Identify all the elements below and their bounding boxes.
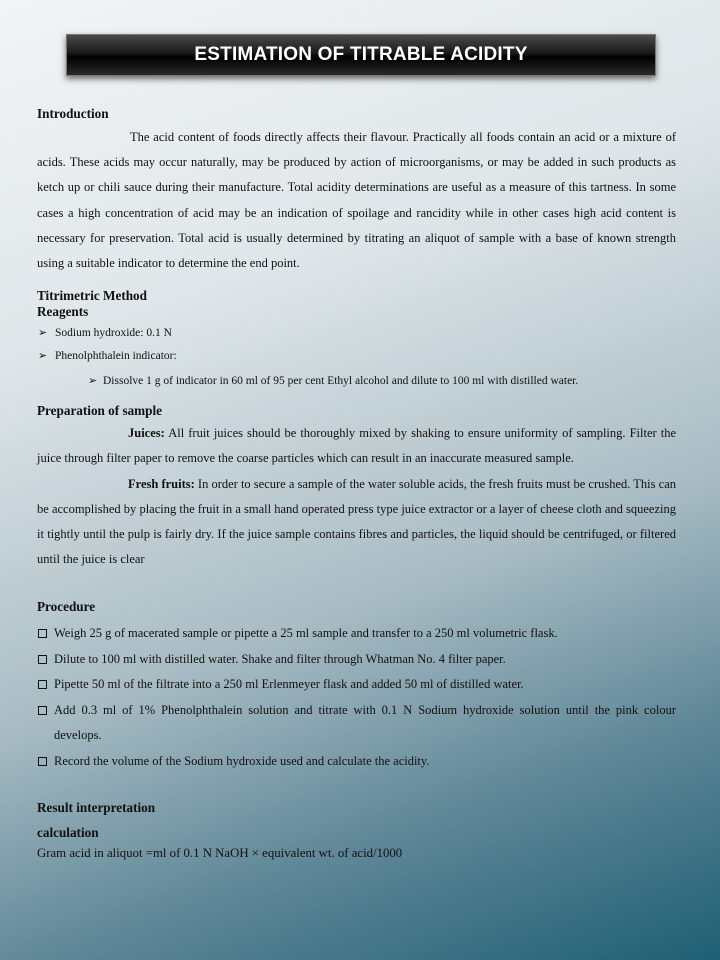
juices-paragraph: Juices: All fruit juices should be thoroughly mixed by shaking to ensure uniformity of sampling. Filter the juice through filter paper to remove the coarse particles which can result in an inaccurate measured sample.: [37, 426, 677, 466]
juices-label: Juices:: [128, 426, 165, 441]
page-title: ESTIMATION OF TITRABLE ACIDITY: [66, 34, 656, 76]
list-item: ➢ Phenolphthalein indicator:: [37, 345, 676, 368]
procedure-list: [37, 621, 676, 774]
intro-paragraph: The acid content of foods directly affects their flavour. Practically all foods contain an acid or a mixture of acids. These acids may occur naturally, may be produced by action of microorganisms, or may be added in such products as ketch up or chili sauce during their manufacture. Total acidity determinations are useful as a measure of this tartness. In some cases a high concentration of acid may be an indication of spoilage and rancidity while in other cases high acid content is necessary for preservation. Total acid is usually determined by titrating an aliquot of sample with a base of known strength using a suitable indicator to determine the end point.: [37, 130, 676, 271]
fresh-fruits-label: Fresh fruits:: [128, 476, 195, 491]
reagents-heading: Reagents: [37, 304, 89, 320]
formula: Gram acid in aliquot =ml of 0.1 N NaOH × equivalent wt. of acid/1000: [37, 846, 403, 861]
calculation-heading: calculation: [37, 825, 99, 841]
fresh-fruits-paragraph: Fresh fruits: In order to secure a sample of the water soluble acids, the fresh fruits must be crushed. This can be accomplished by placing the fruit in a small hand operated press type juice extractor or a layer of cheese cloth and squeezing it tightly until the pulp is fairly dry. If the juice sample contains fibres and particles, the liquid should be centrifuged, or filtered until the juice is clear: [37, 476, 676, 567]
list-item: Weigh 25 g of macerated sample or pipette a 25 ml sample and transfer to a 250 ml volumetric flask.: [37, 621, 676, 647]
reagents-list: [37, 322, 676, 368]
list-item: ➢ Dissolve 1 g of indicator in 60 ml of 95 per cent Ethyl alcohol and dilute to 100 ml with distilled water.: [87, 369, 676, 394]
preparation-heading: Preparation of sample: [37, 403, 163, 419]
procedure-heading: Procedure: [37, 599, 96, 615]
list-item: Dilute to 100 ml with distilled water. Shake and filter through Whatman No. 4 filter paper.: [37, 647, 676, 673]
list-item: Add 0.3 ml of 1% Phenolphthalein solution and titrate with 0.1 N Sodium hydroxide solution until the pink colour develops.: [37, 698, 676, 749]
list-item: Record the volume of the Sodium hydroxide used and calculate the acidity.: [37, 749, 676, 775]
reagent-sub-list: [87, 369, 676, 394]
method-heading: Titrimetric Method: [37, 288, 147, 304]
result-heading: Result interpretation: [37, 800, 156, 816]
list-item: ➢ Sodium hydroxide: 0.1 N: [37, 322, 676, 345]
list-item: Pipette 50 ml of the filtrate into a 250 ml Erlenmeyer flask and added 50 ml of distilled water.: [37, 672, 676, 698]
intro-heading: Introduction: [37, 106, 109, 121]
document-body: [37, 106, 676, 861]
